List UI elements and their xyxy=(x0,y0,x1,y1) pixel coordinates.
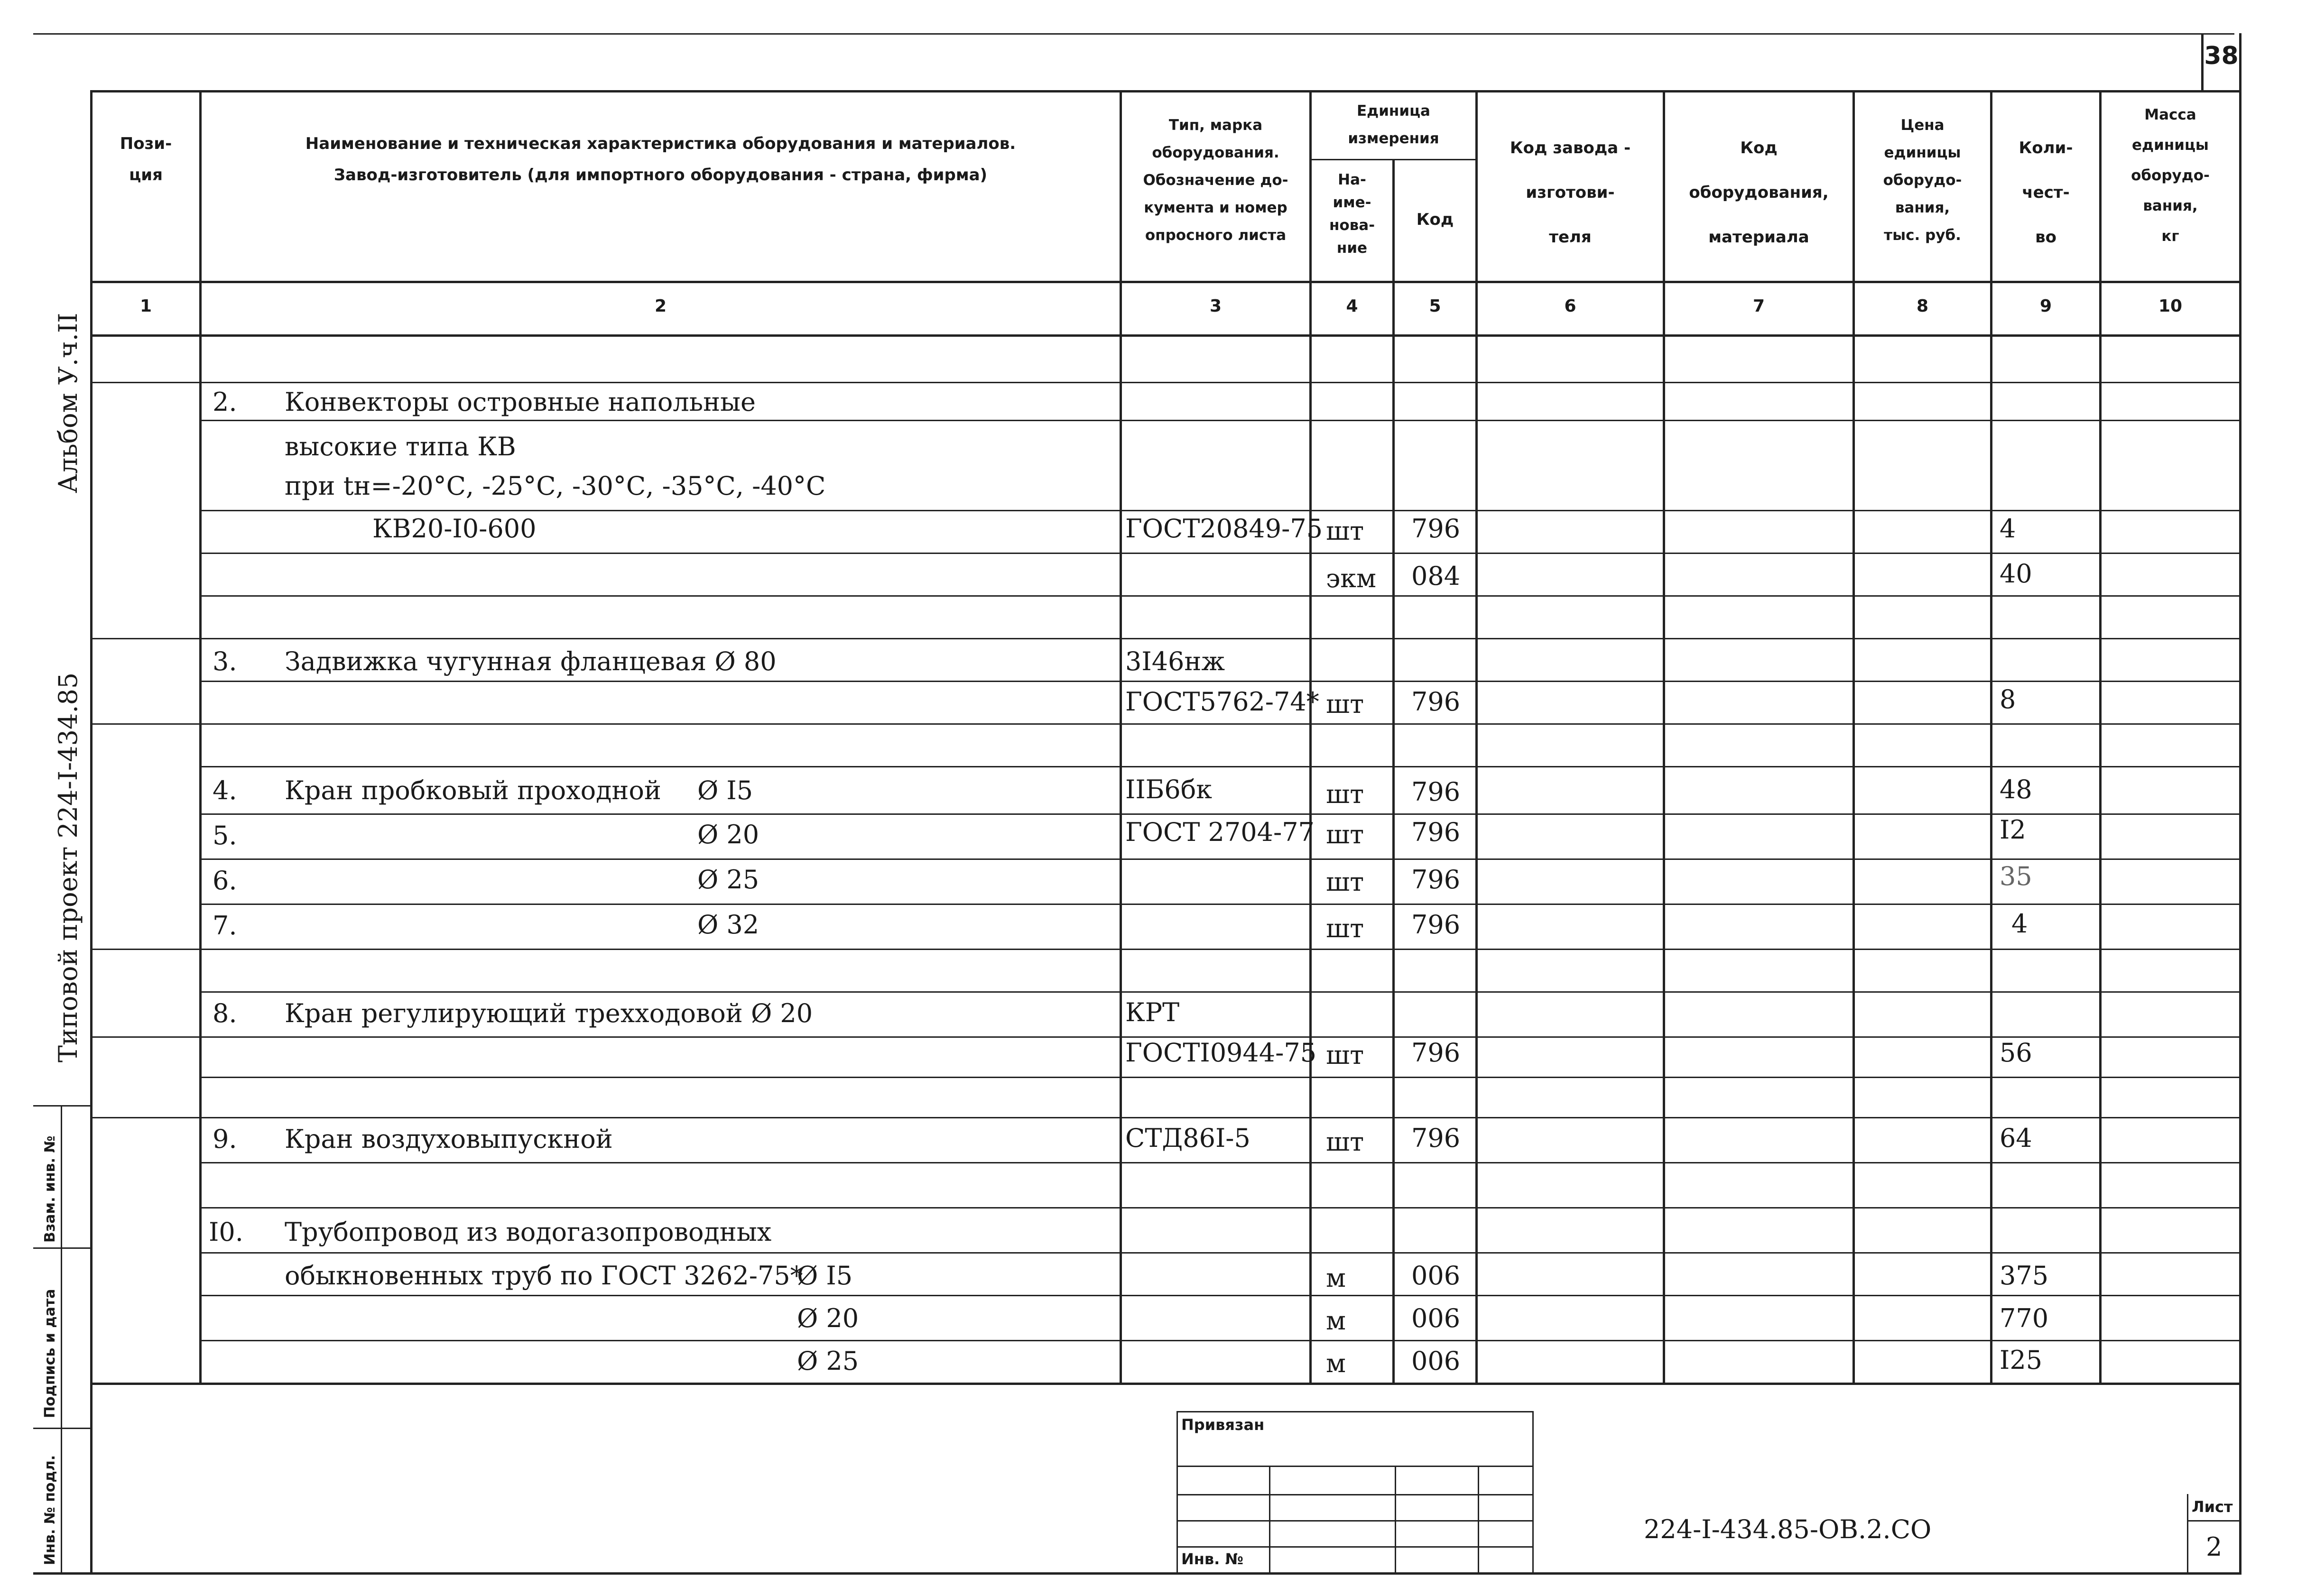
sheet-box-left xyxy=(2187,1494,2188,1575)
col-number: 8 xyxy=(1916,296,1929,316)
side-label-inv-podl: Инв. № подл. xyxy=(42,1455,58,1565)
row-line xyxy=(199,858,2241,860)
row-unit: м xyxy=(1326,1348,1346,1378)
row-diameter: Ø 20 xyxy=(697,820,759,849)
row-quantity: 48 xyxy=(2000,775,2032,804)
row-code: 796 xyxy=(1411,1123,1461,1153)
header-equipment-code: Код оборудования, материала xyxy=(1689,138,1829,247)
row-line xyxy=(199,1207,2241,1209)
row-code: 006 xyxy=(1411,1261,1461,1291)
row-code: 796 xyxy=(1411,817,1461,847)
side-divider xyxy=(33,1428,90,1429)
row-line xyxy=(199,813,2241,815)
header-price: Цена единицы оборудо- вания, тыс. руб. xyxy=(1883,117,1962,244)
stamp-line xyxy=(1269,1466,1270,1572)
row-line xyxy=(199,1295,2241,1296)
col-number: 6 xyxy=(1564,296,1576,316)
colnum-bottom-border xyxy=(90,334,2241,337)
document-code: 224-I-434.85-ОВ.2.СО xyxy=(1644,1514,1932,1544)
right-border xyxy=(2239,33,2241,1575)
stamp-border xyxy=(1176,1411,1178,1572)
row-line xyxy=(199,420,2241,421)
side-label-album: Альбом У.ч.II xyxy=(53,313,83,493)
col-sep-2 xyxy=(1120,90,1122,1384)
top-rule xyxy=(33,33,2234,35)
side-label-podpis: Подпись и дата xyxy=(42,1289,58,1418)
row-position: 3. xyxy=(213,646,237,676)
row-position: 7. xyxy=(213,911,237,941)
row-code: 796 xyxy=(1411,910,1461,940)
row-line xyxy=(199,1340,2241,1341)
row-position: 4. xyxy=(213,775,237,805)
row-type: ГОСТ5762-74* xyxy=(1125,687,1319,717)
row-diameter: Ø 20 xyxy=(797,1303,859,1333)
side-label-vzam: Взам. инв. № xyxy=(42,1135,58,1243)
row-unit: экм xyxy=(1326,563,1376,593)
row-position: 5. xyxy=(213,821,237,850)
row-code: 084 xyxy=(1411,561,1461,591)
row-diameter: Ø I5 xyxy=(697,775,753,805)
row-type: IIБ6бк xyxy=(1125,775,1212,804)
unit-subheader-line xyxy=(1309,159,1475,160)
row-line xyxy=(90,723,2241,725)
row-name: Кран воздуховыпускной xyxy=(285,1124,613,1154)
header-unit-name: На- име- нова- ние xyxy=(1329,171,1375,257)
row-type: 3I46нж xyxy=(1125,646,1225,676)
row-line xyxy=(90,949,2241,950)
side-divider xyxy=(33,1247,90,1249)
col-number: 5 xyxy=(1429,296,1441,316)
row-name: Кран пробковый проходной xyxy=(285,775,661,805)
row-name: Задвижка чугунная фланцевая Ø 80 xyxy=(285,646,777,676)
row-line xyxy=(90,638,2241,639)
header-type: Тип, марка оборудования. Обозначение до- кумента и номер опросного листа xyxy=(1143,117,1288,244)
header-quantity: Коли- чест- во xyxy=(2019,138,2073,247)
row-quantity: 40 xyxy=(2000,559,2032,589)
row-line xyxy=(90,382,2241,383)
col-number: 3 xyxy=(1209,296,1222,316)
header-name: Наименование и техническая характеристика оборудования и материалов. Завод-изготовитель (для импортного оборудования - страна, фирма) xyxy=(305,134,1016,185)
table-top-border xyxy=(90,90,2241,92)
row-position: 6. xyxy=(213,866,237,895)
row-quantity: 56 xyxy=(2000,1038,2032,1068)
row-line xyxy=(199,991,2241,993)
row-unit: шт xyxy=(1326,867,1364,897)
stamp-line xyxy=(1395,1466,1396,1572)
row-line xyxy=(199,766,2241,767)
page-bottom-border xyxy=(33,1572,2241,1575)
row-quantity: I2 xyxy=(2000,815,2026,845)
row-unit: м xyxy=(1326,1263,1346,1293)
row-unit: шт xyxy=(1326,1040,1364,1070)
row-position: 2. xyxy=(213,387,237,417)
row-quantity: I25 xyxy=(2000,1345,2043,1375)
row-diameter: Ø I5 xyxy=(797,1261,853,1291)
row-code: 796 xyxy=(1411,777,1461,807)
row-line xyxy=(199,510,2241,511)
row-quantity: 35 xyxy=(2000,861,2032,891)
table-bottom-border xyxy=(90,1383,2241,1385)
stamp-privyazan: Привязан xyxy=(1181,1416,1265,1434)
col-sep-1 xyxy=(199,90,202,1384)
row-code: 796 xyxy=(1411,687,1461,717)
row-line xyxy=(199,1077,2241,1078)
row-quantity: 4 xyxy=(2000,514,2016,544)
row-unit: шт xyxy=(1326,913,1364,943)
row-quantity: 64 xyxy=(2000,1123,2032,1153)
row-name: Трубопровод из водогазопроводных xyxy=(285,1217,772,1247)
col-number: 7 xyxy=(1752,296,1765,316)
col-number: 10 xyxy=(2158,296,2183,316)
row-line xyxy=(199,904,2241,905)
row-quantity: 770 xyxy=(2000,1303,2049,1333)
row-position: 9. xyxy=(213,1124,237,1154)
row-code: 006 xyxy=(1411,1346,1461,1376)
row-line xyxy=(199,1252,2241,1254)
stamp-inv-no: Инв. № xyxy=(1181,1550,1243,1568)
row-diameter: Ø 25 xyxy=(697,865,759,895)
row-quantity: 4 xyxy=(2011,909,2028,939)
stamp-border xyxy=(1176,1411,1532,1412)
col-number: 9 xyxy=(2039,296,2052,316)
row-position: 8. xyxy=(213,998,237,1028)
page-number: 38 xyxy=(2204,42,2239,70)
row-code: 796 xyxy=(1411,1038,1461,1068)
row-type: КРТ xyxy=(1125,997,1180,1027)
row-type: ГОСТI0944-75 xyxy=(1125,1038,1317,1068)
col-sep-7 xyxy=(1852,90,1855,1384)
stamp-line xyxy=(1478,1466,1479,1572)
header-unit-code: Код xyxy=(1416,210,1454,229)
row-line xyxy=(199,595,2241,597)
row-unit: шт xyxy=(1326,1127,1364,1157)
stamp-border xyxy=(1532,1411,1534,1572)
row-name: Кран регулирующий трехходовой Ø 20 xyxy=(285,998,813,1028)
sheet-label: Лист xyxy=(2192,1498,2233,1516)
col-sep-3 xyxy=(1309,90,1312,1384)
sheet-number: 2 xyxy=(2206,1532,2223,1562)
row-name: при tн=-20°С, -25°С, -30°С, -35°С, -40°С xyxy=(285,471,826,501)
row-name: высокие типа КВ xyxy=(285,432,516,461)
row-line xyxy=(199,553,2241,554)
side-column-line xyxy=(61,1105,62,1575)
col-number: 1 xyxy=(139,296,152,316)
header-mass: Масса единицы оборудо- вания, кг xyxy=(2131,106,2210,245)
row-code: 796 xyxy=(1411,865,1461,895)
col-sep-9 xyxy=(2099,90,2102,1384)
row-code: 006 xyxy=(1411,1303,1461,1333)
row-unit: шт xyxy=(1326,689,1364,719)
col-number: 4 xyxy=(1346,296,1358,316)
header-factory-code: Код завода - изготови- теля xyxy=(1510,138,1631,247)
row-unit: шт xyxy=(1326,820,1364,849)
row-line xyxy=(199,1162,2241,1163)
header-bottom-border xyxy=(90,281,2241,283)
row-quantity: 375 xyxy=(2000,1261,2049,1291)
row-diameter: Ø 25 xyxy=(797,1346,859,1376)
row-line xyxy=(90,1117,2241,1118)
row-name: Конвекторы островные напольные xyxy=(285,387,756,417)
row-type: ГОСТ20849-75 xyxy=(1125,514,1323,544)
side-label-project: Типовой проект 224-I-434.85 xyxy=(53,672,83,1062)
row-type: СТД86I-5 xyxy=(1125,1123,1250,1153)
col-sep-5 xyxy=(1475,90,1478,1384)
header-position: Пози- ция xyxy=(120,134,172,185)
col-number: 2 xyxy=(654,296,667,316)
row-position: I0. xyxy=(209,1217,243,1247)
row-unit: шт xyxy=(1326,779,1364,809)
row-type: ГОСТ 2704-77 xyxy=(1125,817,1315,847)
row-quantity: 8 xyxy=(2000,684,2016,714)
col-sep-4 xyxy=(1392,159,1395,1384)
sheet-box-line xyxy=(2187,1520,2241,1522)
row-name: обыкновенных труб по ГОСТ 3262-75* xyxy=(285,1261,803,1291)
col-sep-6 xyxy=(1663,90,1665,1384)
col-sep-8 xyxy=(1990,90,1992,1384)
row-code: 796 xyxy=(1411,514,1461,544)
row-unit: шт xyxy=(1326,516,1364,546)
row-line xyxy=(199,681,2241,682)
row-unit: м xyxy=(1326,1306,1346,1336)
row-diameter: Ø 32 xyxy=(697,910,759,940)
row-name: КВ20-I0-600 xyxy=(372,514,537,544)
header-unit: Единица измерения xyxy=(1348,102,1439,147)
